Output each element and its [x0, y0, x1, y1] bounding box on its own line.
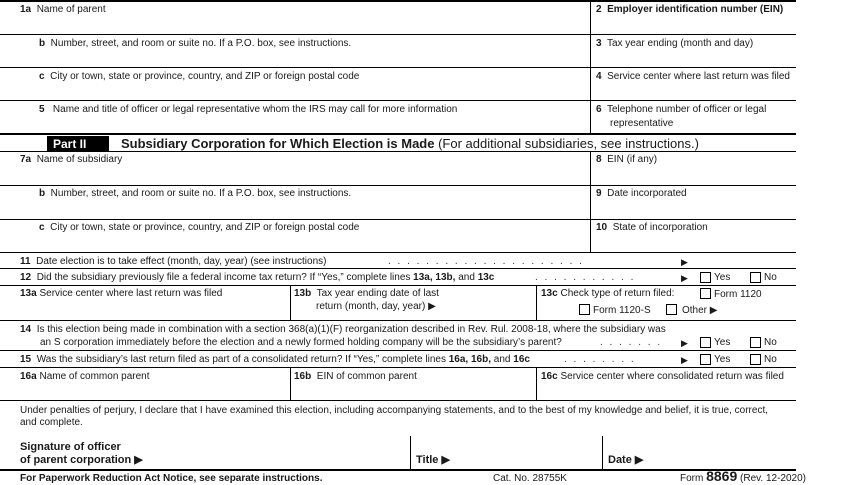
form-1120s-checkbox[interactable]	[579, 304, 590, 315]
divider	[0, 350, 796, 351]
form-number: Form 8869 (Rev. 12-2020)	[680, 468, 807, 484]
arrow-icon: ▶	[681, 257, 688, 267]
line-c-label: c City or town, state or province, country, and ZIP or foreign postal code	[39, 71, 360, 82]
no-label: No	[764, 272, 777, 283]
column-divider	[590, 152, 591, 252]
line-6-label: 6 Telephone number of officer or legal	[596, 104, 767, 115]
leader-dots: . . . . . . . . . . .	[535, 272, 636, 283]
line-16c-label: 16c Service center where consolidated return was filed	[541, 371, 784, 382]
effective-date-field[interactable]	[692, 253, 796, 267]
perjury-declaration-cont: and complete.	[20, 417, 83, 428]
other-checkbox[interactable]	[666, 304, 677, 315]
title-field[interactable]	[460, 436, 602, 469]
line-7a-label: 7a Name of subsidiary	[20, 154, 123, 165]
line-14-no-checkbox[interactable]	[750, 337, 761, 348]
divider	[0, 320, 796, 321]
line-13b-label-cont: return (month, day, year) ▶	[316, 301, 436, 312]
line-13c-label: 13c Check type of return filed:	[541, 288, 675, 299]
line-14-yes-checkbox[interactable]	[700, 337, 711, 348]
form-1120-label: Form 1120	[714, 289, 762, 300]
column-divider	[590, 2, 591, 134]
column-divider	[536, 286, 537, 320]
line-c-label-2: c City or town, state or province, country, and ZIP or foreign postal code	[39, 222, 360, 233]
part-ii-title: Subsidiary Corporation for Which Election is Made (For additional subsidiaries, see instructions.)	[121, 136, 699, 151]
column-divider	[536, 368, 537, 400]
divider	[0, 252, 796, 253]
yes-label: Yes	[714, 354, 731, 365]
form-1120s-label: Form 1120-S	[593, 305, 651, 316]
divider	[0, 400, 796, 401]
line-5-label: 5 Name and title of officer or legal representative whom the IRS may call for more information	[39, 104, 458, 115]
line-4-label: 4 Service center where last return was filed	[596, 71, 790, 82]
perjury-declaration: Under penalties of perjury, I declare that I have examined this election, including accompanying statements, and to the best of my knowledge and belief, it is true, correct,	[20, 405, 769, 416]
line-16b-label: 16b EIN of common parent	[294, 371, 417, 382]
line-b-label: b Number, street, and room or suite no. If a P.O. box, see instructions.	[39, 38, 352, 49]
yes-label: Yes	[714, 272, 731, 283]
form-1120-checkbox[interactable]	[700, 288, 711, 299]
part-ii-badge: Part II	[47, 136, 109, 152]
no-label: No	[764, 337, 777, 348]
line-15-no-checkbox[interactable]	[750, 354, 761, 365]
arrow-icon: ▶	[681, 338, 688, 348]
date-label: Date ▶	[608, 454, 644, 466]
signature-label-cont: of parent corporation ▶	[20, 454, 143, 466]
arrow-icon: ▶	[681, 273, 688, 283]
other-label: Other ▶	[682, 305, 718, 316]
line-16a-label: 16a Name of common parent	[20, 371, 150, 382]
yes-label: Yes	[714, 337, 731, 348]
leader-dots: . . . . . . .	[600, 337, 663, 348]
column-divider	[410, 436, 411, 469]
line-12-label: 12 Did the subsidiary previously file a federal income tax return? If “Yes,” complete lines 13a, 13b, and 13c	[20, 272, 495, 283]
line-12-no-checkbox[interactable]	[750, 272, 761, 283]
line-10-label: 10 State of incorporation	[596, 222, 708, 233]
column-divider	[290, 286, 291, 320]
line-9-label: 9 Date incorporated	[596, 188, 687, 199]
column-divider	[290, 368, 291, 400]
no-label: No	[764, 354, 777, 365]
line-b-label-2: b Number, street, and room or suite no. If a P.O. box, see instructions.	[39, 188, 352, 199]
signature-label: Signature of officer	[20, 441, 121, 453]
line-15-label: 15 Was the subsidiary’s last return filed as part of a consolidated return? If “Yes,” complete lines 16a, 16b, and 16c	[20, 354, 530, 365]
line-2-label: 2 Employer identification number (EIN)	[596, 4, 784, 15]
line-6-label-cont: representative	[610, 118, 674, 129]
catalog-number: Cat. No. 28755K	[493, 473, 567, 484]
line-13a-label: 13a Service center where last return was filed	[20, 288, 223, 299]
arrow-icon: ▶	[681, 355, 688, 365]
line-3-label: 3 Tax year ending (month and day)	[596, 38, 754, 49]
line-12-yes-checkbox[interactable]	[700, 272, 711, 283]
line-13b-label: 13b Tax year ending date of last	[294, 288, 439, 299]
divider	[0, 268, 796, 269]
leader-dots: . . . . . . . .	[564, 354, 636, 365]
leader-dots: . . . . . . . . . . . . . . . . . . . . .	[388, 256, 584, 267]
date-field[interactable]	[652, 436, 796, 469]
line-15-yes-checkbox[interactable]	[700, 354, 711, 365]
line-11-label: 11 Date election is to take effect (month, day, year) (see instructions)	[20, 256, 327, 267]
footer-rule	[0, 469, 796, 471]
line-1a-label: 1a Name of parent	[20, 4, 106, 15]
line-8-label: 8 EIN (if any)	[596, 154, 658, 165]
line-14-label-cont: an S corporation immediately before the election and a newly formed holding company will be the subsidiary’s parent?	[40, 337, 562, 348]
line-14-label: 14 Is this election being made in combination with a section 368(a)(1)(F) reorganization described in Rev. Rul. 2008-18, where the subsidiary was	[20, 324, 666, 335]
signature-field[interactable]	[170, 436, 410, 469]
paperwork-notice: For Paperwork Reduction Act Notice, see separate instructions.	[20, 473, 323, 484]
title-label: Title ▶	[416, 454, 450, 466]
column-divider	[602, 436, 603, 469]
